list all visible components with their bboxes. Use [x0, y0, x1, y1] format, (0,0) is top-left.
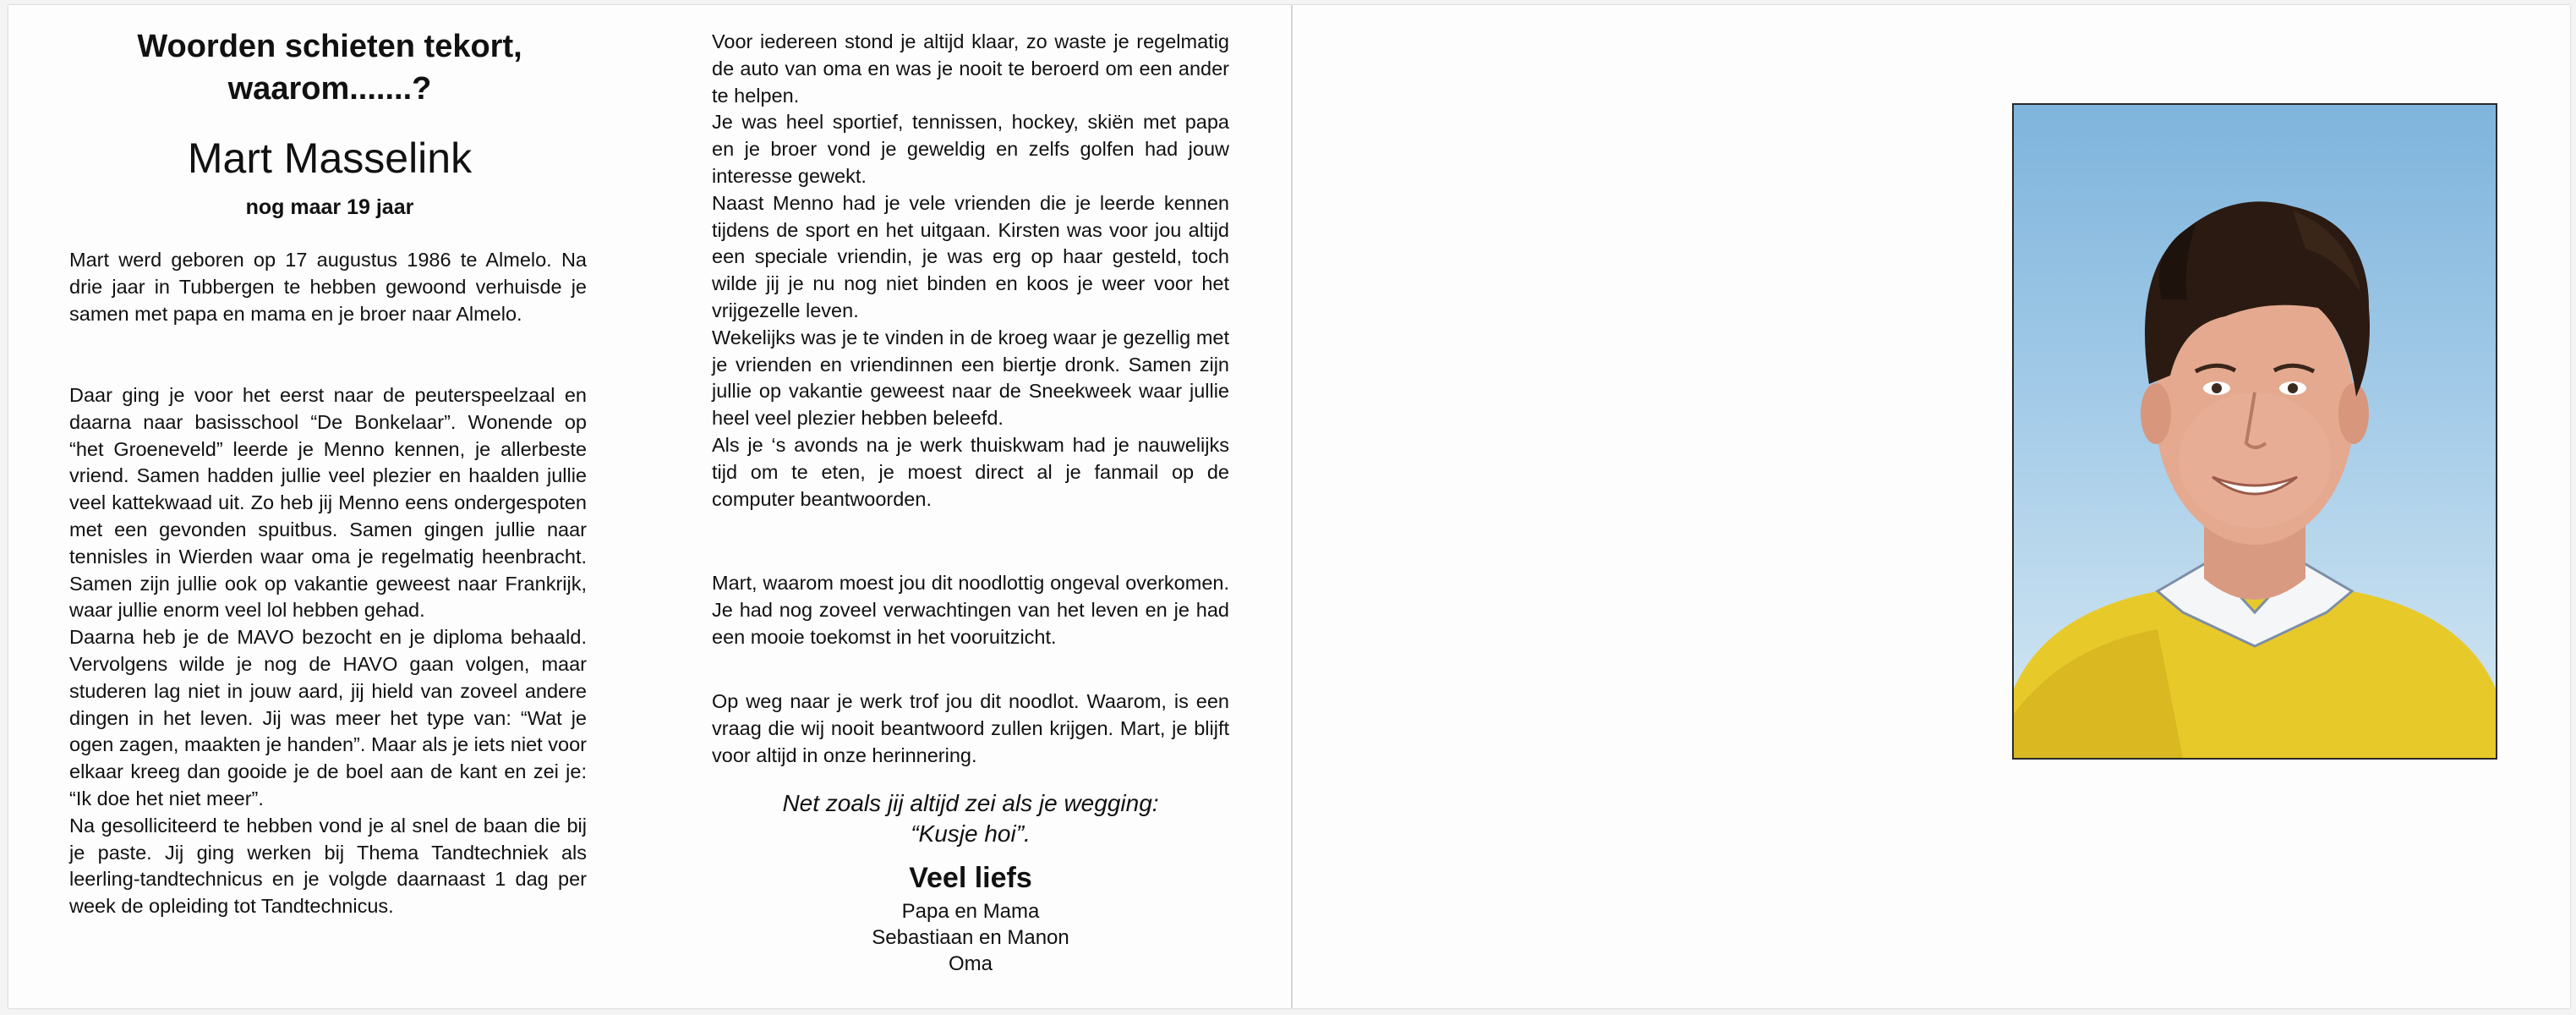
deceased-name: Mart Masselink	[187, 134, 473, 182]
closing-quote: Net zoals jij altijd zei als je wegging: “Kusje hoi”.	[782, 790, 1159, 847]
sweater-shade	[2014, 629, 2183, 758]
signature-names	[712, 898, 1229, 977]
left-paragraph-2: Daar ging je voor het eerst naar de peuterspeelzaal en daarna naar basisschool “De Bonkelaar”. Wonende op “het Groeneveld” leerde je Menno kennen, je allerbeste vriend. Samen hadden jullie veel plezier en haalden jullie veel kattekwaad uit. Zo heb jij Menno eens ondergespoten met een gevonden spuitbus. Samen gingen jullie naar tennisles in Wierden waar oma je regelmatig heenbracht. Samen zijn jullie ook op vakantie geweest naar Frankrijk, waar jullie enorm veel lol hebben gehad. Daarna heb je de MAVO bezocht en je diploma behaald. Vervolgens wilde je nog de HAVO gaan volgen, maar studeren lag niet in jouw aard, jij hield van zoveel andere dingen in het leven. Jij was meer het type van: “Wat je ogen zagen, maakten je handen”. Maar als je iets niet voor elkaar kreeg dan gooide je de boel aan de kant en zei je: “Ik doe het niet meer”. Na gesolliciteerd te hebben vond je al snel de baan die bij je paste. Jij ging werken bij Thema Tandtechniek als leerling-tandtechnicus en je volgde daarnaast 1 dag per week de opleiding tot Tandtechnicus.	[69, 384, 587, 918]
portrait-photo	[2012, 103, 2497, 760]
heading-line-2: waarom.......?	[227, 71, 432, 107]
right-paragraph-2: Mart, waarom moest jou dit noodlottig ongeval overkomen. Je had nog zoveel verwachtingen van het leven en je had een mooie toekomst in het vooruitzicht.	[712, 572, 1229, 648]
signature-name: Oma	[948, 952, 993, 975]
right-paragraph-1: Voor iedereen stond je altijd klaar, zo waste je regelmatig de auto van oma en was je nooit te beroerd om een ander te helpen. Je was heel sportief, tennissen, hockey, skiën met papa en je broer vond je geweldig en zelfs golfen had jouw interesse gewekt. Naast Menno had je vele vrienden die je leerde kennen tijdens de sport en het uitgaan. Kirsten was voor jou altijd een speciale vriendin, je was erg op haar gesteld, toch wilde jij je nu nog niet binden en koos je weer voor het vrijgezelle leven. Wekelijks was je te vinden in de kroeg waar je gezellig met je vrienden en vriendinnen een biertje dronk. Samen zijn jullie op vakantie geweest naar de Sneekweek waar jullie heel veel plezier hebben beleefd. Als je ‘s avonds na je werk thuiskwam had je nauwelijks tijd om te eten, je moest direct al je fanmail op de computer beantwoorden.	[712, 30, 1229, 510]
signature-name: Papa en Mama	[901, 900, 1040, 923]
right-paragraph-3: Op weg naar je werk trof jou dit noodlot. Waarom, is een vraag die wij nooit beantwoord zullen krijgen. Mart, je blijft voor altijd in onze herinnering.	[712, 690, 1229, 766]
left-paragraph-1: Mart werd geboren op 17 augustus 1986 te Almelo. Na drie jaar in Tubbergen te hebben gewoond verhuisde je samen met papa en mama en je broer naar Almelo.	[69, 249, 587, 325]
card-heading	[76, 25, 583, 110]
heading-line-1: Woorden schieten tekort,	[137, 29, 522, 64]
signature-name: Sebastiaan en Manon	[872, 926, 1069, 949]
signature-title: Veel liefs	[909, 862, 1032, 894]
deceased-age: nog maar 19 jaar	[245, 195, 414, 219]
card-fold-line	[1291, 5, 1293, 1008]
